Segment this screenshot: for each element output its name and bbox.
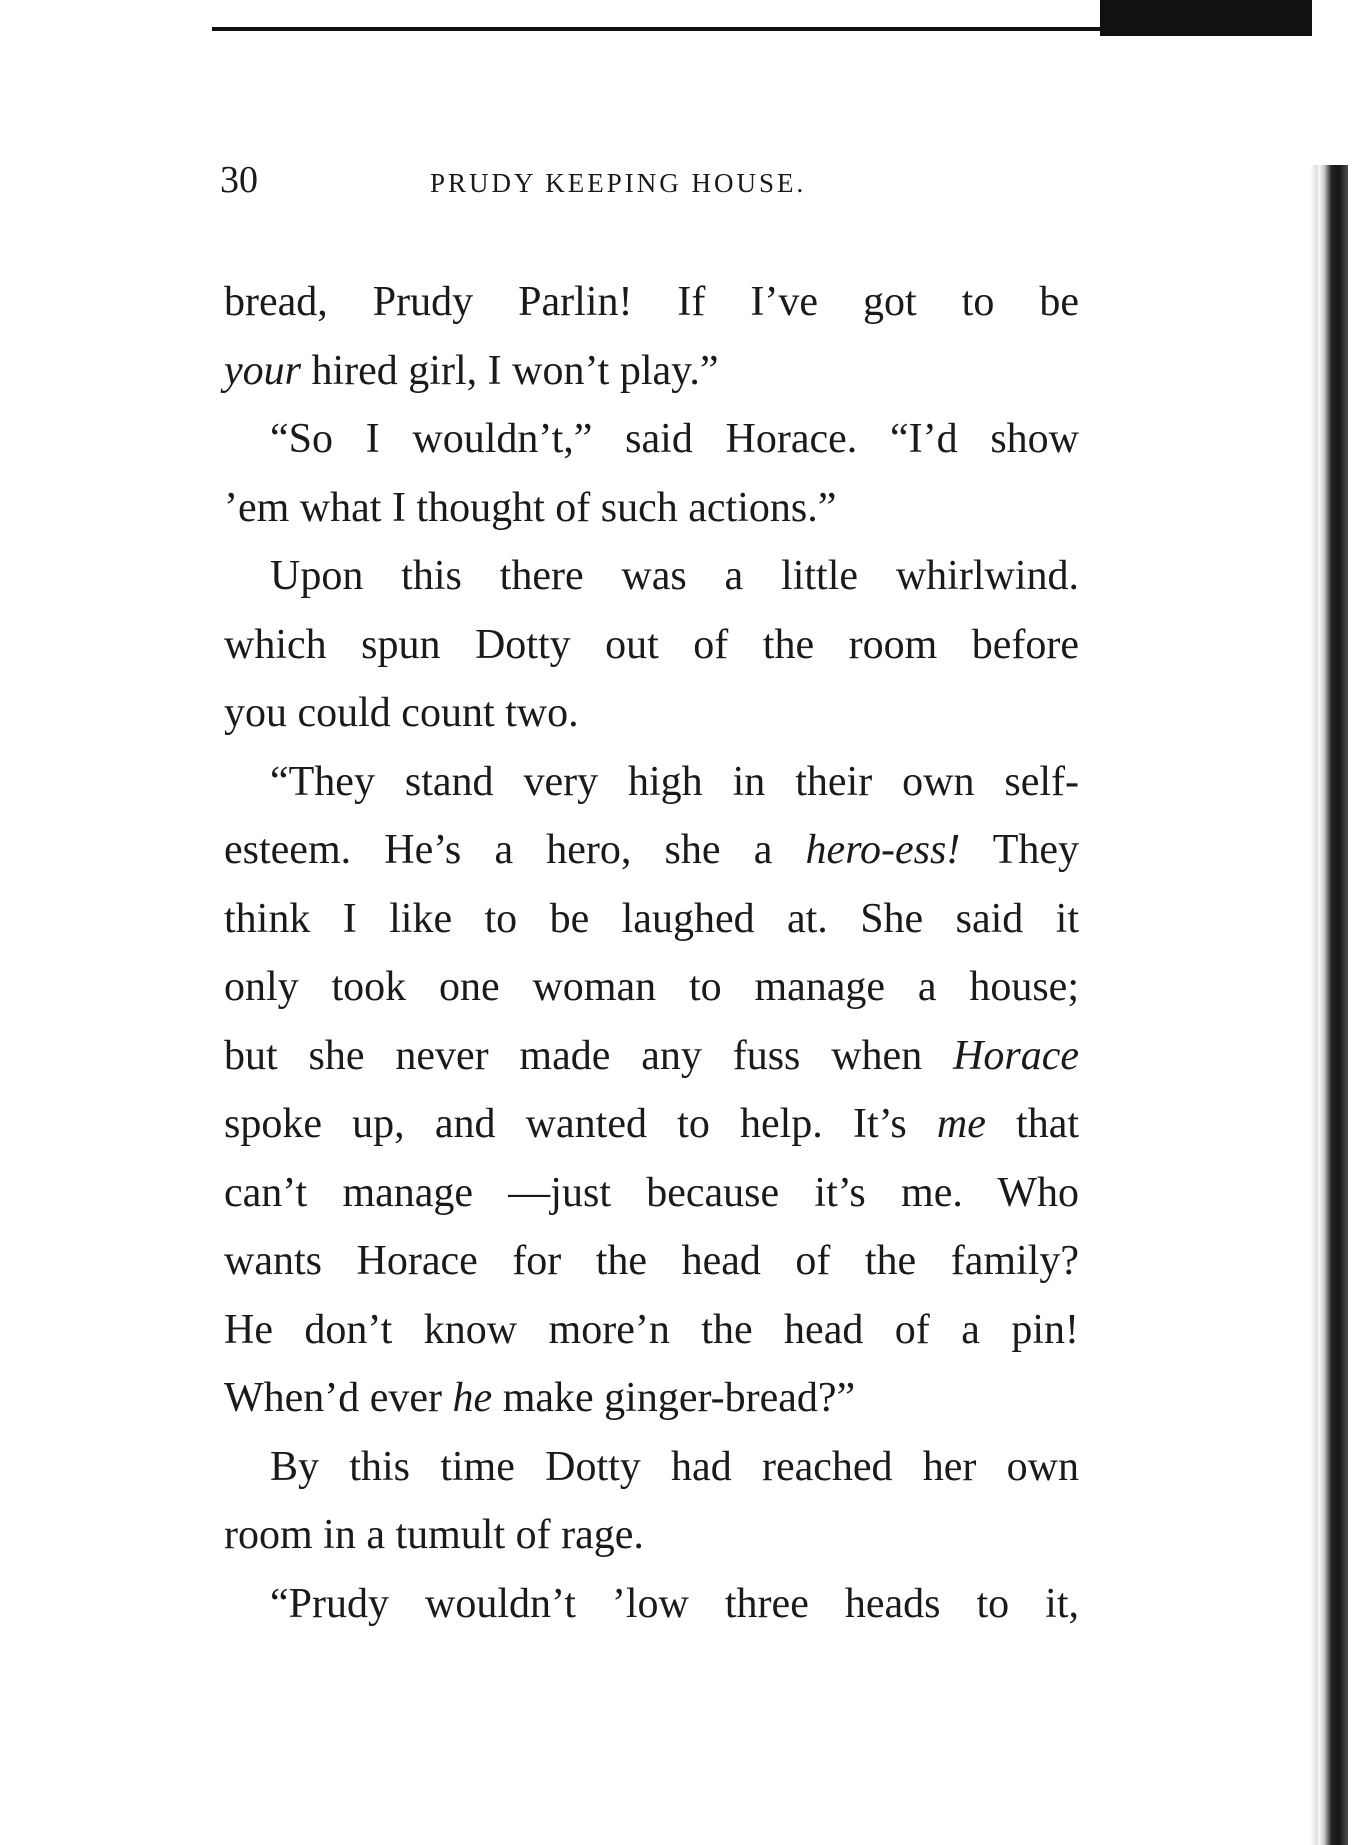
page-edge-shadow (1318, 165, 1348, 1845)
text-line: “They stand very high in their own self- (270, 758, 1079, 805)
text-line: spoke up, and wanted to help. It’s me that (224, 1101, 1080, 1147)
text-line: only took one woman to manage a house; (224, 964, 1079, 1010)
text-line: you could count two. (224, 690, 579, 736)
text-line: Upon this there was a little whirlwind. (270, 553, 1079, 599)
text-line: think I like to be laughed at. She said it (224, 895, 1079, 942)
text-line: He don’t know more’n the head of a pin! (224, 1306, 1079, 1353)
body-text (224, 268, 1079, 1638)
text-line: When’d ever he make ginger-bread?” (224, 1375, 856, 1421)
page-edge-shadow-light (1310, 165, 1318, 1845)
text-line: By this time Dotty had reached her own (270, 1443, 1079, 1490)
text-line: ’em what I thought of such actions.” (224, 484, 837, 531)
text-line: esteem. He’s a hero, she a hero-ess! They (224, 827, 1079, 873)
running-title: PRUDY KEEPING HOUSE. (430, 168, 807, 198)
text-line: your hired girl, I won’t play.” (224, 347, 719, 394)
text-line: can’t manage —just because it’s me. Who (224, 1169, 1079, 1216)
text-line: “Prudy wouldn’t ’low three heads to it, (270, 1580, 1079, 1627)
page-number: 30 (220, 159, 258, 201)
text-line: room in a tumult of rage. (224, 1512, 644, 1558)
page-header (220, 158, 1080, 208)
text-line: which spun Dotty out of the room before (224, 621, 1079, 668)
text-line: “So I wouldn’t,” said Horace. “I’d show (270, 416, 1079, 462)
text-line: bread, Prudy Parlin! If I’ve got to be (224, 279, 1079, 325)
text-line: but she never made any fuss when Horace (224, 1032, 1079, 1079)
top-rule-edge (1100, 0, 1312, 36)
text-line: wants Horace for the head of the family? (224, 1238, 1079, 1284)
